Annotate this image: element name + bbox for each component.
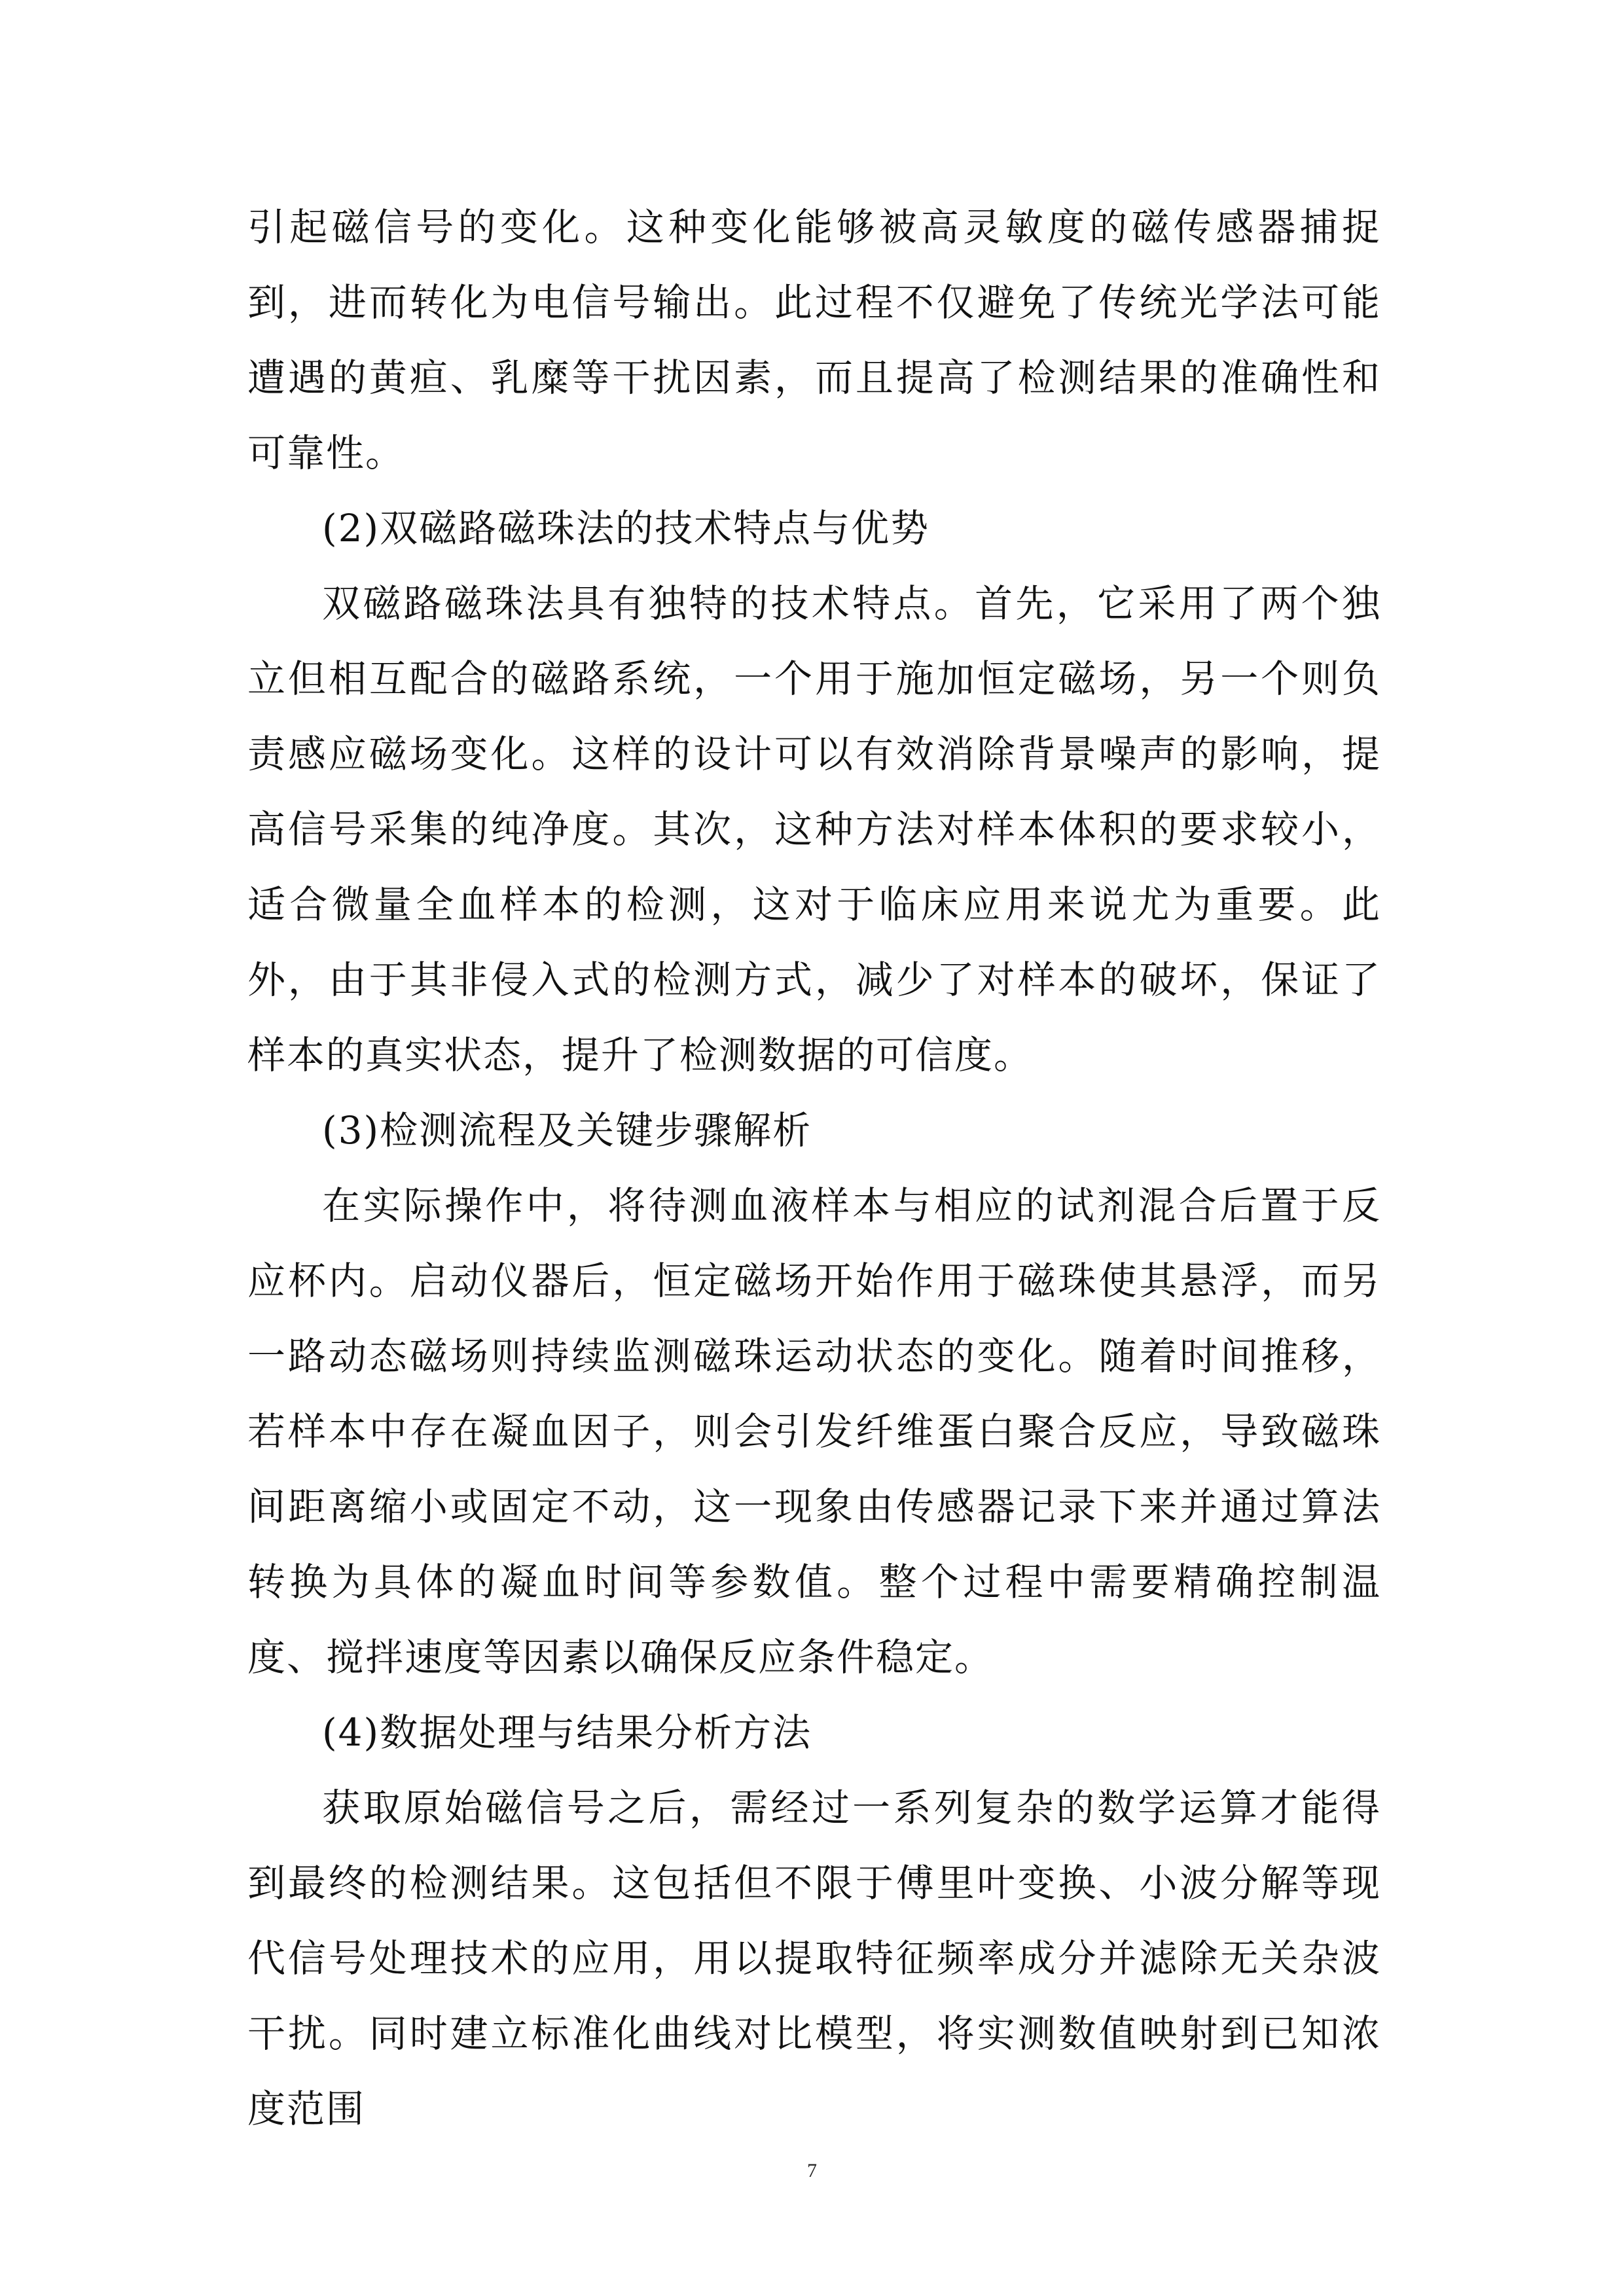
paragraph-detection-process: 在实际操作中，将待测血液样本与相应的试剂混合后置于反应杯内。启动仪器后，恒定磁场开始作用于磁珠使其悬浮，而另一路动态磁场则持续监测磁珠运动状态的变化。随着时间推移，若样本中存在凝血因子，则会引发纤维蛋白聚合反应，导致磁珠间距离缩小或固定不动，这一现象由传感器记录下来并通过算法转换为具体的凝血时间等参数值。整个过程中需要精确控制温度、搅拌速度等因素以确保反应条件稳定。 (247, 1183, 1381, 1679)
section-heading-3: (3)检测流程及关键步骤解析 (322, 1108, 812, 1153)
paragraph-technical-features: 双磁路磁珠法具有独特的技术特点。首先，它采用了两个独立但相互配合的磁路系统，一个用于施加恒定磁场，另一个则负责感应磁场变化。这样的设计可以有效消除背景噪声的影响，提高信号采集的纯净度。其次，这种方法对样本体积的要求较小，适合微量全血样本的检测，这对于临床应用来说尤为重要。此外，由于其非侵入式的检测方式，减少了对样本的破坏，保证了样本的真实状态，提升了检测数据的可信度。 (247, 581, 1381, 1077)
body-text (247, 190, 1381, 2147)
paragraph-data-processing: 获取原始磁信号之后，需经过一系列复杂的数学运算才能得到最终的检测结果。这包括但不限于傅里叶变换、小波分解等现代信号处理技术的应用，用以提取特征频率成分并滤除无关杂波干扰。同时建立标准化曲线对比模型，将实测数值映射到已知浓度范围 (247, 1785, 1381, 2131)
section-heading-2: (2)双磁路磁珠法的技术特点与优势 (322, 506, 930, 550)
section-heading-4: (4)数据处理与结果分析方法 (322, 1710, 812, 1755)
paragraph-continued: 引起磁信号的变化。这种变化能够被高灵敏度的磁传感器捕捉到，进而转化为电信号输出。此过程不仅避免了传统光学法可能遭遇的黄疸、乳糜等干扰因素，而且提高了检测结果的准确性和可靠性。 (247, 205, 1381, 475)
page-number: 7 (807, 2160, 817, 2181)
